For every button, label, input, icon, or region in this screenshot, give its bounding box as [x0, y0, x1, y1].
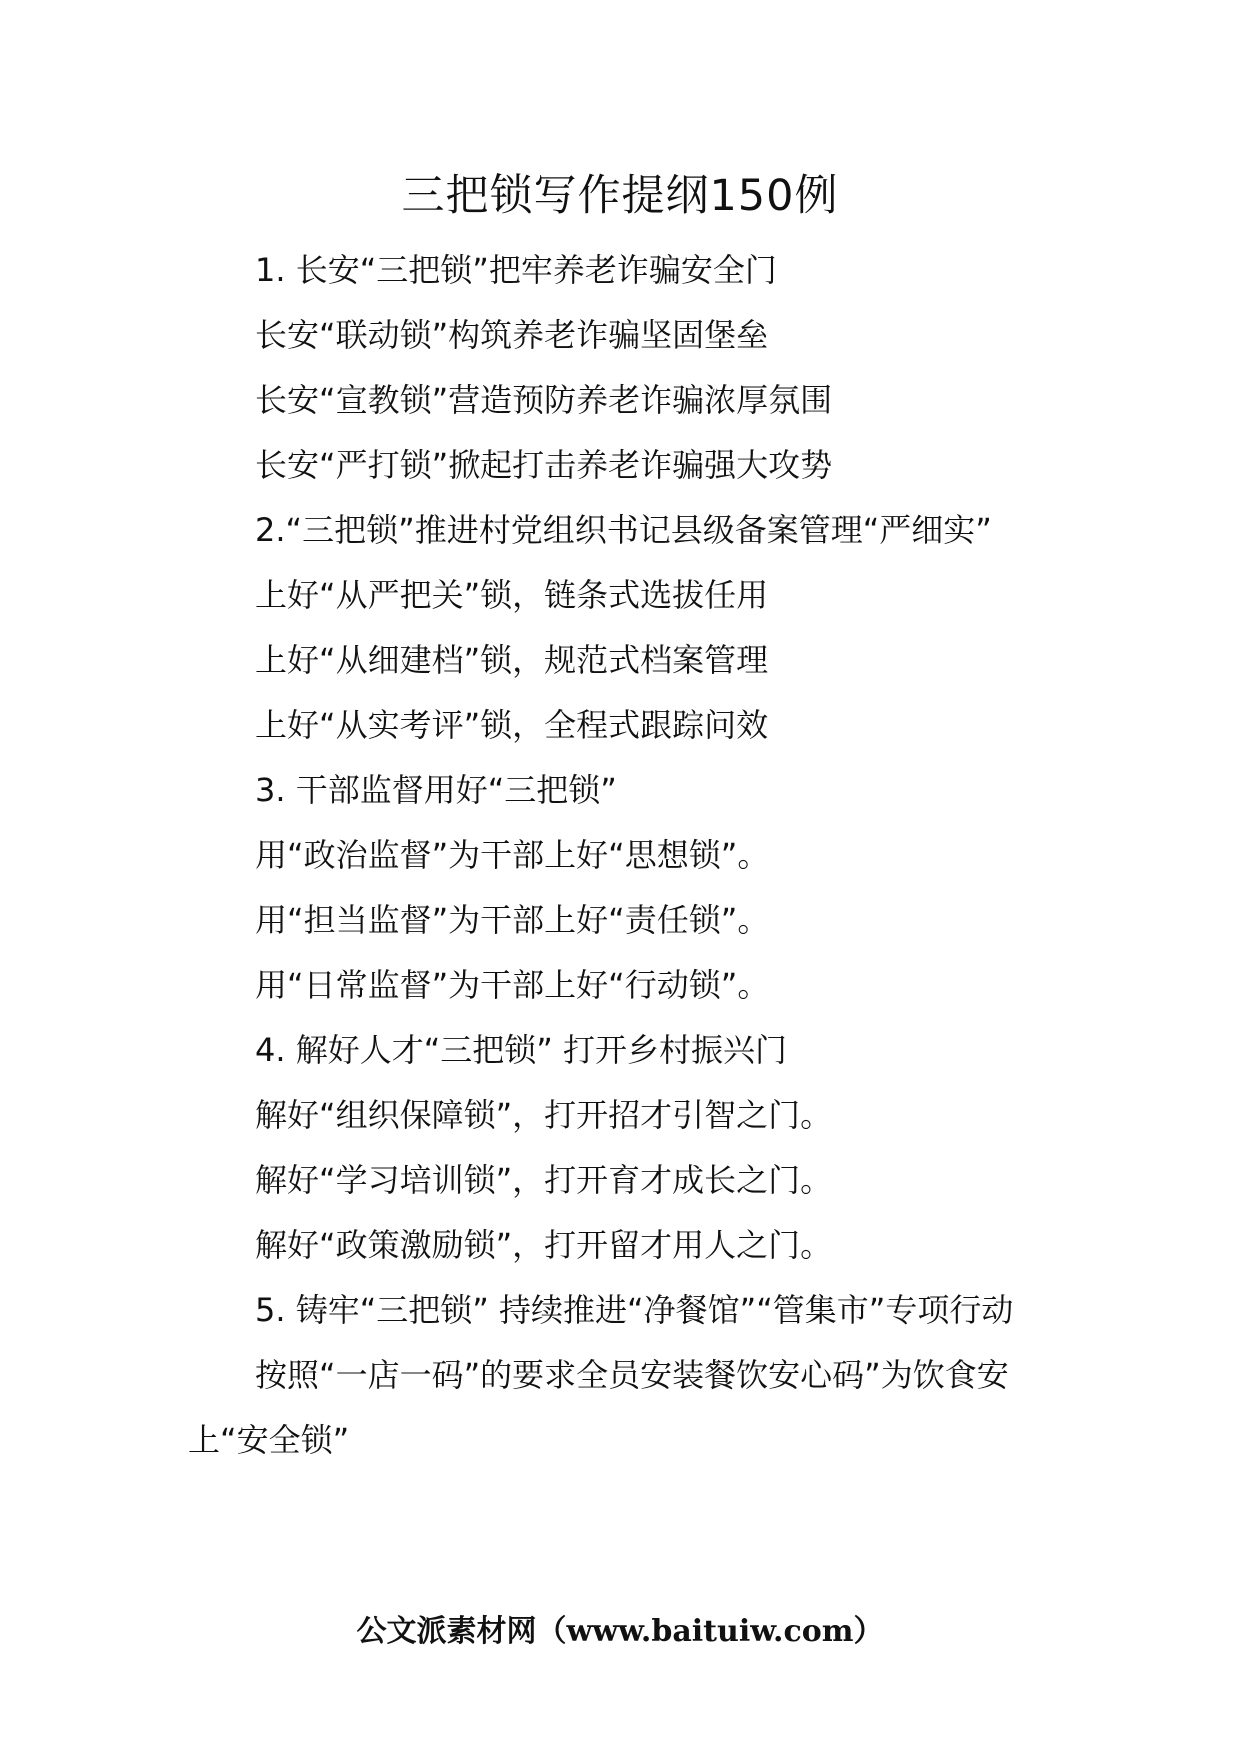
paragraph: 用“政治监督”为干部上好“思想锁”。: [255, 836, 770, 874]
paragraph: 2.“三把锁”推进村党组织书记县级备案管理“严细实”: [255, 511, 992, 549]
paragraph: 用“担当监督”为干部上好“责任锁”。: [255, 901, 770, 939]
paragraph: 长安“严打锁”掀起打击养老诈骗强大攻势: [255, 446, 833, 484]
paragraph: 上好“从严把关”锁，链条式选拔任用: [255, 576, 769, 614]
paragraph: 按照“一店一码”的要求全员安装餐饮安心码”为饮食安上“安全锁”: [188, 1356, 1009, 1459]
paragraph: 1. 长安“三把锁”把牢养老诈骗安全门: [255, 251, 777, 289]
paragraph: 解好“学习培训锁”，打开育才成长之门。: [255, 1161, 833, 1199]
paragraph: 解好“组织保障锁”，打开招才引智之门。: [255, 1096, 833, 1134]
paragraph: 4. 解好人才“三把锁” 打开乡村振兴门: [255, 1031, 788, 1069]
paragraph: 3. 干部监督用好“三把锁”: [255, 771, 617, 809]
paragraph: 解好“政策激励锁”，打开留才用人之门。: [255, 1226, 833, 1264]
footer-source: 公文派素材网（www.baituiw.com）: [356, 1614, 884, 1649]
paragraph: 5. 铸牢“三把锁” 持续推进“净餐馆”“管集市”专项行动: [255, 1291, 1014, 1329]
paragraph: 长安“联动锁”构筑养老诈骗坚固堡垒: [255, 316, 769, 354]
document-body: [188, 238, 1050, 1473]
paragraph: 上好“从细建档”锁，规范式档案管理: [255, 641, 769, 679]
document-title: 三把锁写作提纲150例: [401, 171, 839, 221]
paragraph: 用“日常监督”为干部上好“行动锁”。: [255, 966, 770, 1004]
paragraph: 上好“从实考评”锁，全程式跟踪问效: [255, 706, 769, 744]
paragraph: 长安“宣教锁”营造预防养老诈骗浓厚氛围: [255, 381, 833, 419]
